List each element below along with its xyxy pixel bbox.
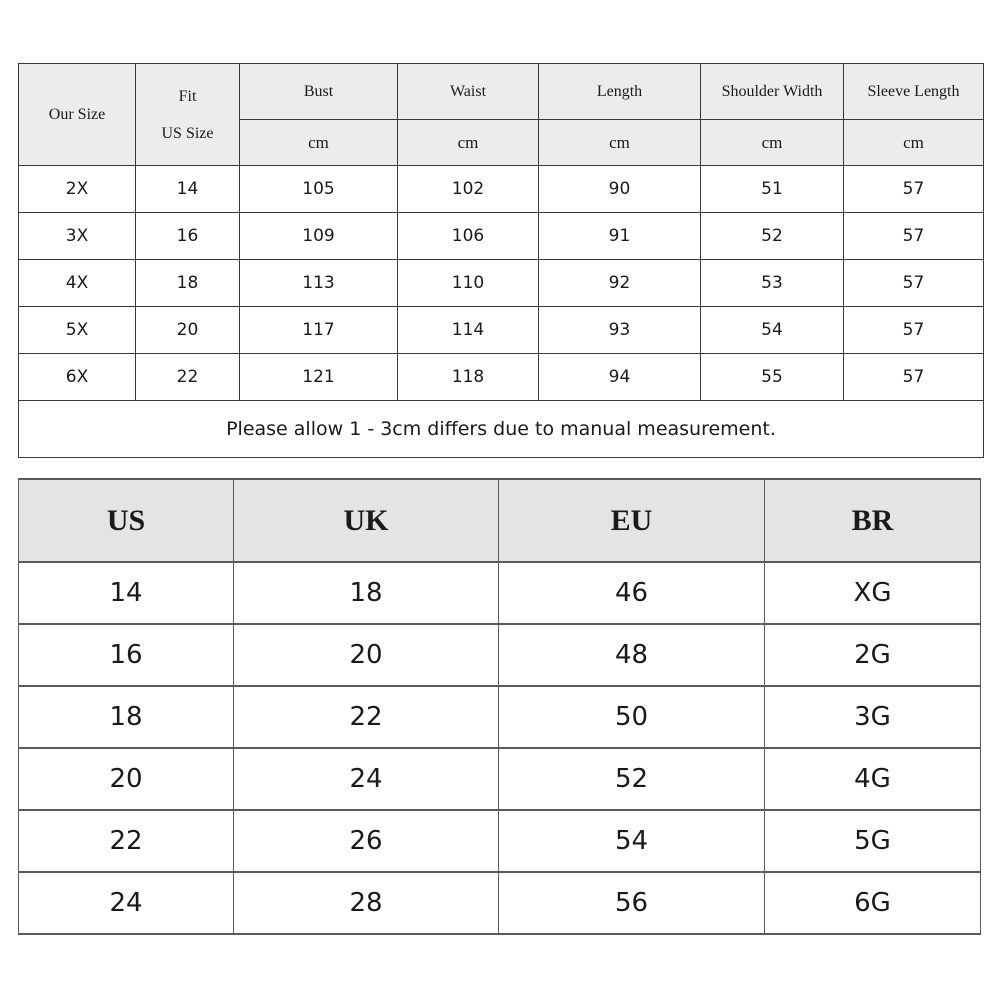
cell-uk: 26	[234, 810, 499, 872]
conversion-header-row	[19, 479, 981, 562]
header-fit-us-size	[136, 64, 240, 166]
note-row	[19, 401, 984, 458]
cell-uk: 18	[234, 562, 499, 624]
unit-bust: cm	[240, 120, 398, 166]
cell-waist: 114	[398, 307, 539, 354]
header-fit-label: Fit	[178, 87, 197, 105]
cell-our-size: 3X	[19, 213, 136, 260]
header-br: BR	[765, 479, 981, 562]
cell-length: 93	[539, 307, 701, 354]
header-us-size-label: US Size	[161, 124, 214, 142]
header-length: Length	[539, 64, 701, 120]
table-row	[19, 354, 984, 401]
cell-waist: 110	[398, 260, 539, 307]
cell-waist: 102	[398, 166, 539, 213]
cell-length: 90	[539, 166, 701, 213]
cell-bust: 117	[240, 307, 398, 354]
cell-us: 20	[19, 748, 234, 810]
header-shoulder-width: Shoulder Width	[701, 64, 844, 120]
table-row	[19, 307, 984, 354]
unit-length: cm	[539, 120, 701, 166]
cell-uk: 20	[234, 624, 499, 686]
header-us: US	[19, 479, 234, 562]
header-bust: Bust	[240, 64, 398, 120]
cell-sleeve-length: 57	[844, 354, 984, 401]
cell-bust: 113	[240, 260, 398, 307]
header-eu: EU	[499, 479, 765, 562]
cell-eu: 52	[499, 748, 765, 810]
header-uk: UK	[234, 479, 499, 562]
unit-shoulder-width: cm	[701, 120, 844, 166]
cell-eu: 46	[499, 562, 765, 624]
cell-uk: 22	[234, 686, 499, 748]
cell-shoulder-width: 54	[701, 307, 844, 354]
cell-bust: 121	[240, 354, 398, 401]
cell-us-size: 18	[136, 260, 240, 307]
cell-waist: 106	[398, 213, 539, 260]
size-chart-header-row	[19, 64, 984, 120]
cell-waist: 118	[398, 354, 539, 401]
cell-br: 5G	[765, 810, 981, 872]
cell-uk: 24	[234, 748, 499, 810]
header-waist: Waist	[398, 64, 539, 120]
cell-eu: 56	[499, 872, 765, 934]
cell-sleeve-length: 57	[844, 166, 984, 213]
cell-us-size: 20	[136, 307, 240, 354]
cell-uk: 28	[234, 872, 499, 934]
size-conversion-table	[18, 478, 981, 935]
cell-shoulder-width: 52	[701, 213, 844, 260]
unit-waist: cm	[398, 120, 539, 166]
cell-bust: 109	[240, 213, 398, 260]
unit-sleeve-length: cm	[844, 120, 984, 166]
header-sleeve-length: Sleeve Length	[844, 64, 984, 120]
cell-bust: 105	[240, 166, 398, 213]
cell-length: 91	[539, 213, 701, 260]
cell-us: 24	[19, 872, 234, 934]
cell-sleeve-length: 57	[844, 307, 984, 354]
cell-us: 18	[19, 686, 234, 748]
cell-us: 14	[19, 562, 234, 624]
table-row	[19, 624, 981, 686]
table-row	[19, 810, 981, 872]
table-row	[19, 686, 981, 748]
cell-br: 2G	[765, 624, 981, 686]
cell-us: 22	[19, 810, 234, 872]
cell-our-size: 2X	[19, 166, 136, 213]
cell-length: 92	[539, 260, 701, 307]
table-row	[19, 213, 984, 260]
cell-length: 94	[539, 354, 701, 401]
cell-shoulder-width: 55	[701, 354, 844, 401]
table-row	[19, 562, 981, 624]
cell-br: XG	[765, 562, 981, 624]
table-row	[19, 872, 981, 934]
cell-our-size: 6X	[19, 354, 136, 401]
cell-our-size: 5X	[19, 307, 136, 354]
cell-us-size: 16	[136, 213, 240, 260]
cell-us-size: 14	[136, 166, 240, 213]
measurement-note: Please allow 1 - 3cm differs due to manual measurement.	[19, 401, 984, 458]
cell-shoulder-width: 51	[701, 166, 844, 213]
cell-shoulder-width: 53	[701, 260, 844, 307]
cell-br: 6G	[765, 872, 981, 934]
cell-sleeve-length: 57	[844, 260, 984, 307]
cell-eu: 54	[499, 810, 765, 872]
cell-eu: 50	[499, 686, 765, 748]
table-row	[19, 748, 981, 810]
header-our-size: Our Size	[19, 64, 136, 166]
cell-sleeve-length: 57	[844, 213, 984, 260]
cell-us: 16	[19, 624, 234, 686]
cell-eu: 48	[499, 624, 765, 686]
table-row	[19, 260, 984, 307]
cell-us-size: 22	[136, 354, 240, 401]
cell-our-size: 4X	[19, 260, 136, 307]
cell-br: 4G	[765, 748, 981, 810]
table-row	[19, 166, 984, 213]
cell-br: 3G	[765, 686, 981, 748]
size-chart-table	[18, 63, 984, 458]
